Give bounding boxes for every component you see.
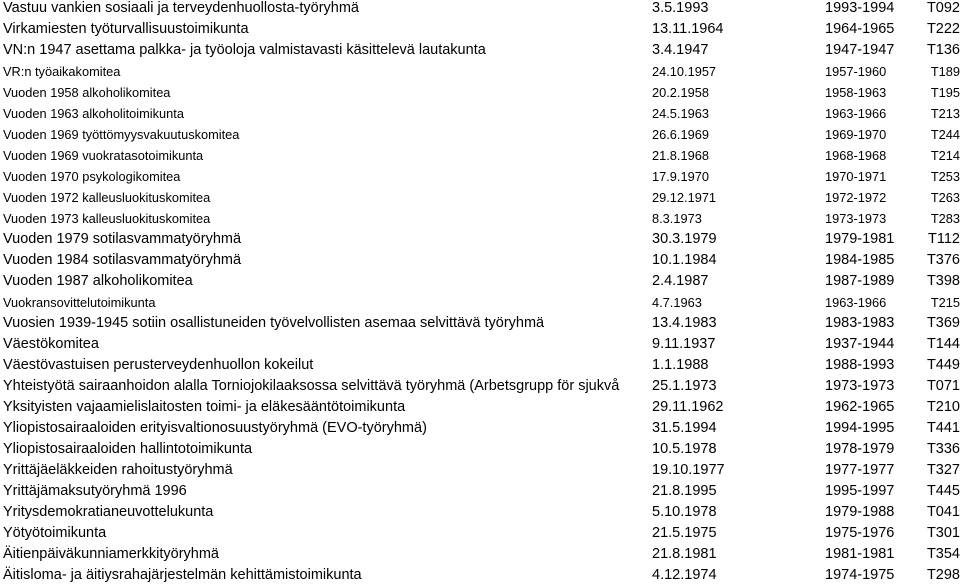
active-years: 1995-1997 [825,483,895,500]
active-years: 1962-1965 [825,399,895,416]
committee-name: Vuoden 1970 psykologikomitea [3,169,181,185]
committee-name: Vuoden 1973 kalleusluokituskomitea [3,211,211,227]
founded-date: 10.1.1984 [652,252,717,269]
committee-name: Vuosien 1939-1945 sotiin osallistuneiden työvelvollisten asemaa selvittävä työryhmä [3,315,545,332]
table-row [0,124,960,145]
archive-code: T445 [926,483,960,500]
active-years: 1974-1975 [825,567,895,584]
founded-date: 9.11.1937 [652,336,716,353]
table-row [0,166,960,187]
committee-name: Vuoden 1972 kalleusluokituskomitea [3,190,211,206]
founded-date: 31.5.1994 [652,420,717,437]
founded-date: 29.11.1962 [652,399,724,416]
archive-code: T441 [926,420,960,437]
committee-name: VN:n 1947 asettama palkka- ja työoloja valmistavasti käsittelevä lautakunta [3,42,486,59]
archive-code: T136 [926,42,960,59]
founded-date: 20.2.1958 [652,85,709,101]
founded-date: 17.9.1970 [652,169,709,185]
committee-name: Yötyötoimikunta [3,525,107,542]
table-row [0,61,960,82]
table-row [0,397,960,418]
active-years: 1947-1947 [825,42,895,59]
committee-name: Vuokransovittelutoimikunta [3,295,156,311]
active-years: 1969-1970 [825,127,887,143]
committee-name: Vuoden 1987 alkoholikomitea [3,273,193,290]
table-row [0,481,960,502]
founded-date: 30.3.1979 [652,231,717,248]
archive-code: T092 [926,0,960,16]
committee-name: Vuoden 1963 alkoholitoimikunta [3,106,184,122]
archive-code: T215 [930,295,960,311]
committee-name: Vuoden 1969 vuokratasotoimikunta [3,148,204,164]
committee-name: Vuoden 1979 sotilasvammatyöryhmä [3,231,242,248]
archive-code: T253 [930,169,960,185]
founded-date: 5.10.1978 [652,504,717,521]
founded-date: 26.6.1969 [652,127,709,143]
table-row [0,187,960,208]
committee-name: Vastuu vankien sosiaali ja terveydenhuollosta-työryhmä [3,0,359,16]
committee-name: Äitisloma- ja äitiysrahajärjestelmän kehittämistoimikunta [3,567,362,584]
archive-code: T071 [926,378,960,395]
active-years: 1979-1988 [825,504,895,521]
active-years: 1963-1966 [825,106,887,122]
archive-code: T213 [930,106,960,122]
table-row [0,40,960,61]
founded-date: 2.4.1987 [652,273,709,290]
active-years: 1973-1973 [825,211,887,227]
founded-date: 1.1.1988 [652,357,709,374]
archive-code: T210 [926,399,960,416]
archive-code: T301 [926,525,960,542]
archive-code: T449 [926,357,960,374]
founded-date: 19.10.1977 [652,462,725,479]
active-years: 1981-1981 [825,546,895,563]
table-row [0,19,960,40]
table-row [0,334,960,355]
active-years: 1988-1993 [825,357,895,374]
founded-date: 4.7.1963 [652,295,702,311]
table-row [0,418,960,439]
committee-name: Vuoden 1984 sotilasvammatyöryhmä [3,252,242,269]
active-years: 1979-1981 [825,231,895,248]
active-years: 1970-1971 [825,169,887,185]
founded-date: 21.5.1975 [652,525,717,542]
archive-code: T244 [930,127,960,143]
active-years: 1968-1968 [825,148,887,164]
table-row [0,565,960,586]
founded-date: 21.8.1981 [652,546,717,563]
founded-date: 29.12.1971 [652,190,717,206]
archive-code: T041 [926,504,960,521]
committee-name: Yksityisten vajaamielislaitosten toimi- ja eläkesääntötoimikunta [3,399,406,416]
active-years: 1984-1985 [825,252,895,269]
founded-date: 13.4.1983 [652,315,717,332]
table-row [0,376,960,397]
founded-date: 4.12.1974 [652,567,717,584]
founded-date: 10.5.1978 [652,441,717,458]
table-row [0,460,960,481]
committee-name: Väestövastuisen perusterveydenhuollon kokeilut [3,357,314,374]
table-row [0,292,960,313]
table-row [0,103,960,124]
committee-name: Yrittäjämaksutyöryhmä 1996 [3,483,187,500]
table-row [0,229,960,250]
archive-code: T298 [926,567,960,584]
committee-name: Yritysdemokratianeuvottelukunta [3,504,214,521]
active-years: 1957-1960 [825,64,887,80]
founded-date: 21.8.1968 [652,148,709,164]
active-years: 1983-1983 [825,315,895,332]
active-years: 1994-1995 [825,420,895,437]
founded-date: 24.10.1957 [652,64,717,80]
committee-name: Yliopistosairaaloiden hallintotoimikunta [3,441,253,458]
committee-name: Vuoden 1958 alkoholikomitea [3,85,171,101]
active-years: 1972-1972 [825,190,887,206]
active-years: 1977-1977 [825,462,895,479]
archive-code: T189 [930,64,960,80]
archive-code: T376 [926,252,960,269]
active-years: 1987-1989 [825,273,895,290]
committee-name: Väestökomitea [3,336,99,353]
active-years: 1937-1944 [825,336,895,353]
active-years: 1964-1965 [825,21,895,38]
archive-code: T398 [926,273,960,290]
archive-code: T327 [926,462,960,479]
archive-code: T222 [926,21,960,38]
table-row [0,145,960,166]
table-row [0,271,960,292]
committee-name: Yliopistosairaaloiden erityisvaltionosuustyöryhmä (EVO-työryhmä) [3,420,427,437]
active-years: 1978-1979 [825,441,895,458]
active-years: 1973-1973 [825,378,895,395]
founded-date: 24.5.1963 [652,106,709,122]
active-years: 1975-1976 [825,525,895,542]
founded-date: 25.1.1973 [652,378,717,395]
founded-date: 21.8.1995 [652,483,717,500]
archive-code: T354 [926,546,960,563]
active-years: 1993-1994 [825,0,895,16]
founded-date: 3.4.1947 [652,42,709,59]
committee-name: Vuoden 1969 työttömyysvakuutuskomitea [3,127,240,143]
archive-code: T263 [930,190,960,206]
archive-code: T369 [926,315,960,332]
founded-date: 3.5.1993 [652,0,709,16]
committee-name: Virkamiesten työturvallisuustoimikunta [3,21,249,38]
founded-date: 13.11.1964 [652,21,724,38]
archive-code: T195 [930,85,960,101]
committee-name: Äitienpäiväkunniamerkkityöryhmä [3,546,219,563]
table-row [0,0,960,19]
archive-code: T283 [930,211,960,227]
table-row [0,355,960,376]
table-row [0,313,960,334]
archive-code: T214 [930,148,960,164]
archive-code: T112 [928,231,960,248]
active-years: 1963-1966 [825,295,887,311]
table-row [0,250,960,271]
table-row [0,82,960,103]
archive-code: T336 [926,441,960,458]
table-row [0,544,960,565]
table-row [0,502,960,523]
archive-code: T144 [926,336,960,353]
committee-name: VR:n työaikakomitea [3,64,121,80]
founded-date: 8.3.1973 [652,211,702,227]
committee-name: Yhteistyötä sairaanhoidon alalla Torniojokilaaksossa selvittävä työryhmä (Arbetsgrupp för sjukvå [3,378,620,395]
committee-name: Yrittäjäeläkkeiden rahoitustyöryhmä [3,462,233,479]
table-row [0,523,960,544]
table-row [0,439,960,460]
table-row [0,208,960,229]
active-years: 1958-1963 [825,85,887,101]
